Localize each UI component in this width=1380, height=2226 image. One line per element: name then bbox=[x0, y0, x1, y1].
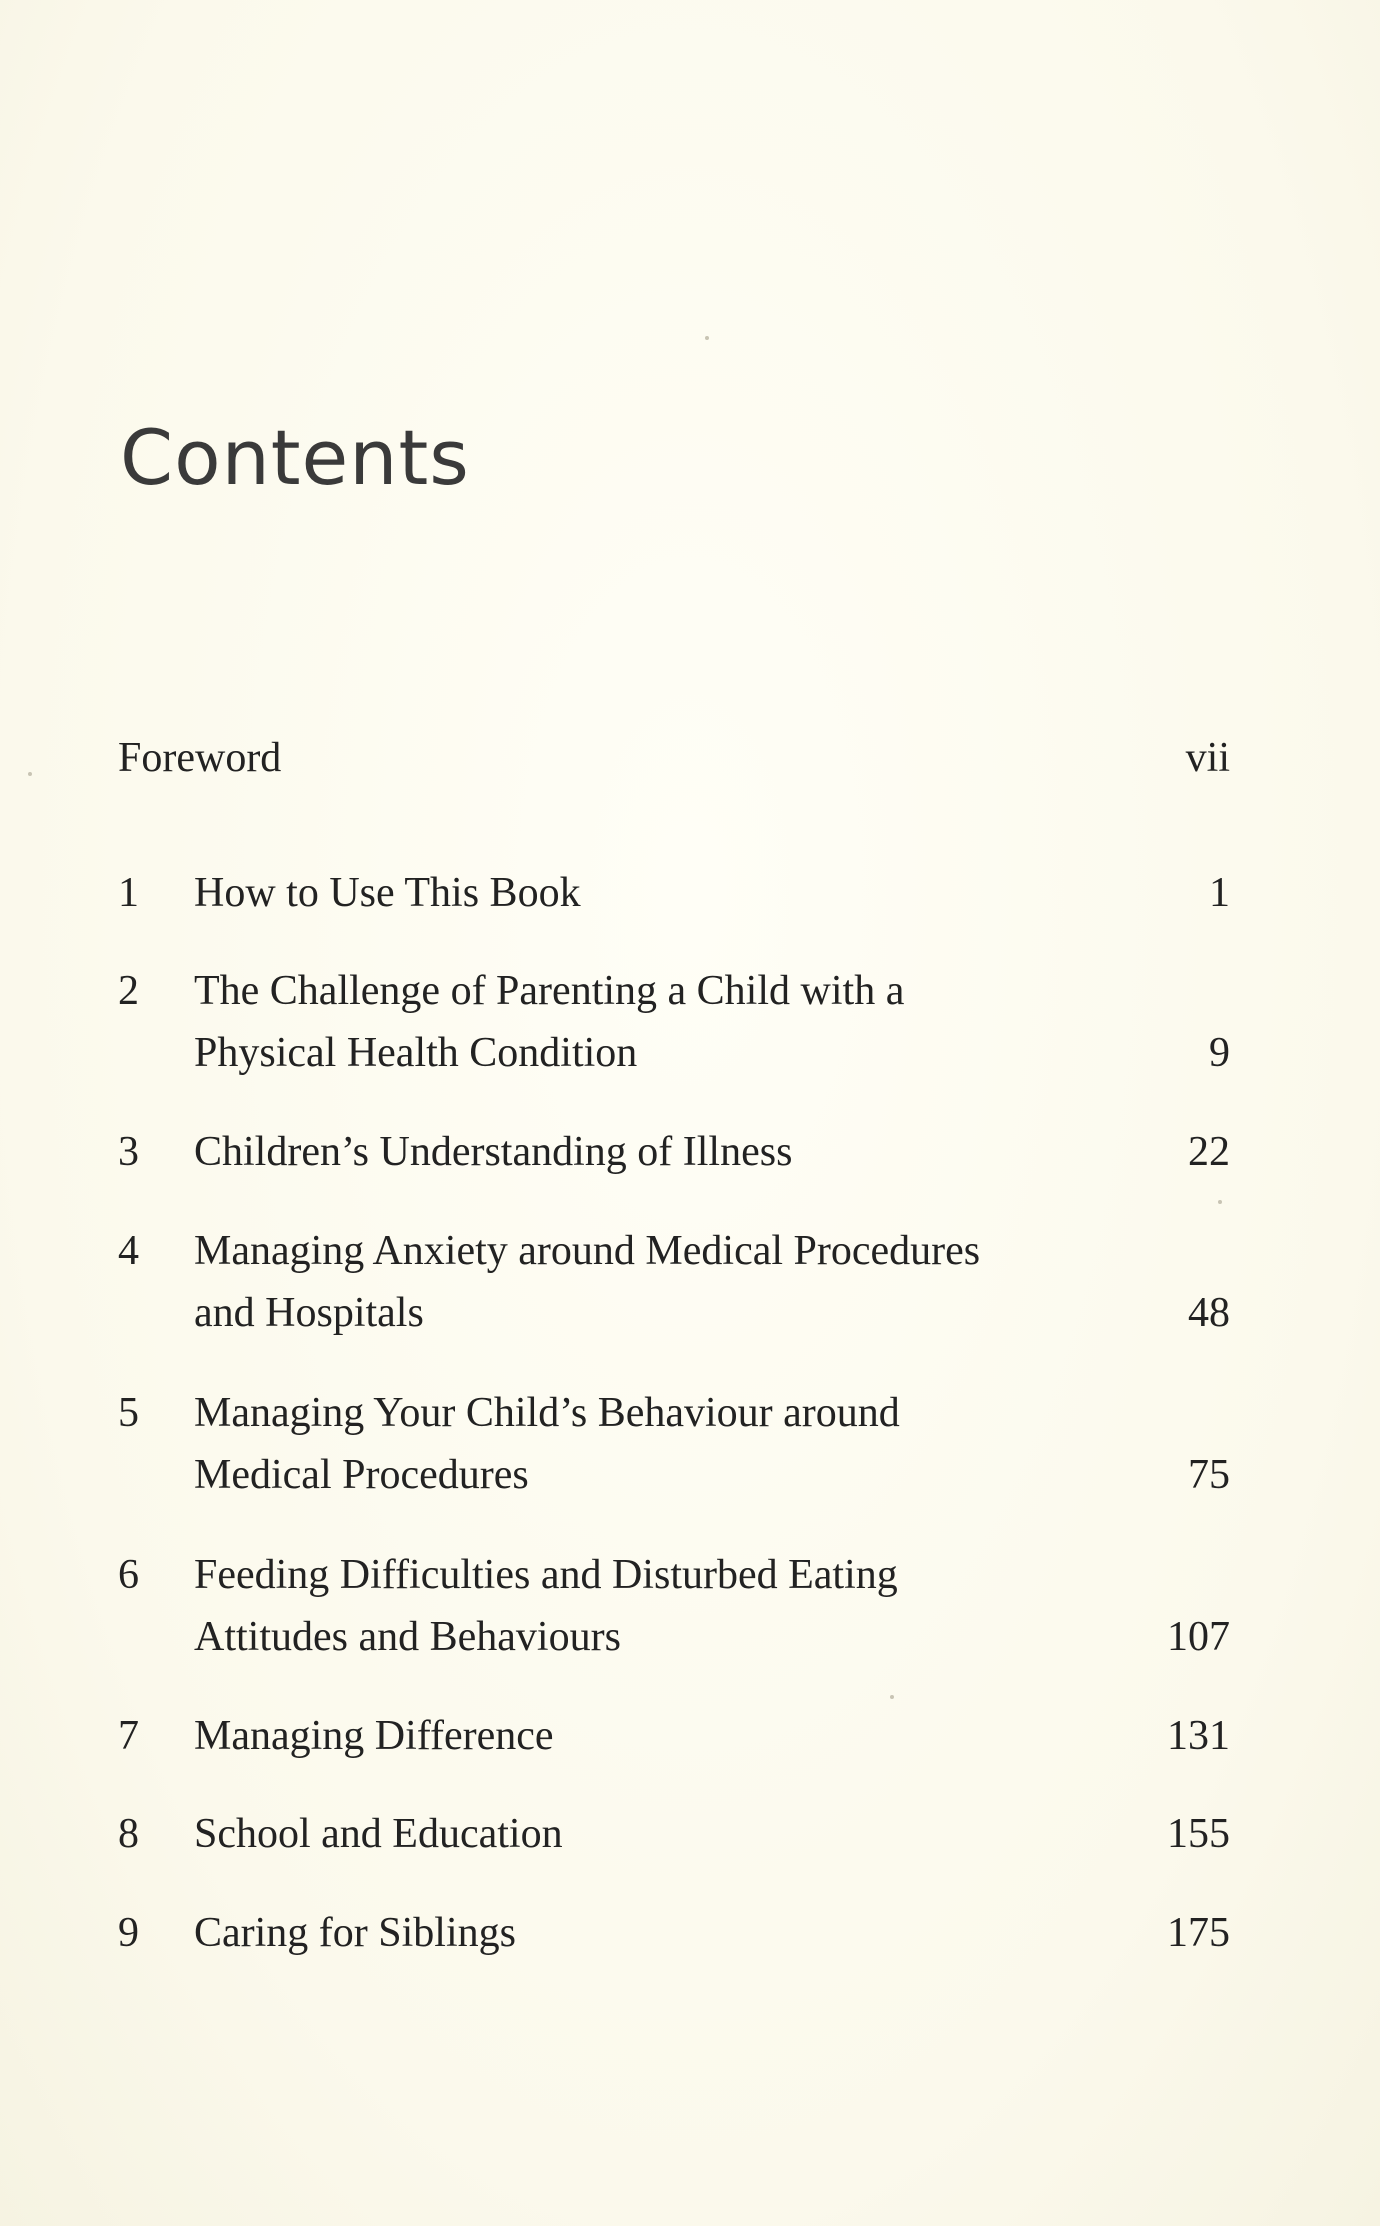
chapter-number: 1 bbox=[118, 870, 139, 916]
chapter-title-line: Medical Procedures bbox=[194, 1452, 529, 1498]
page-title: Contents bbox=[120, 413, 470, 502]
paper-speck bbox=[1218, 1200, 1222, 1204]
chapter-title bbox=[194, 1220, 1144, 1344]
chapter-title bbox=[194, 1121, 1144, 1183]
chapter-title-line: The Challenge of Parenting a Child with a bbox=[194, 968, 905, 1014]
entry-page-number: 1 bbox=[1209, 870, 1230, 916]
chapter-title-line: Managing Difference bbox=[194, 1713, 554, 1759]
chapter-number: 8 bbox=[118, 1811, 139, 1857]
entry-page-number: 22 bbox=[1188, 1129, 1230, 1175]
paper-speck bbox=[705, 336, 709, 340]
paper-speck bbox=[890, 1695, 894, 1699]
entry-page-number: 9 bbox=[1209, 1030, 1230, 1076]
chapter-number: 7 bbox=[118, 1713, 139, 1759]
chapter-title bbox=[194, 1544, 1144, 1668]
entry-page-number: 107 bbox=[1167, 1614, 1230, 1660]
chapter-title bbox=[194, 960, 1144, 1084]
paper-speck bbox=[28, 772, 32, 776]
entry-page-number: 131 bbox=[1167, 1713, 1230, 1759]
entry-page-number: 75 bbox=[1188, 1452, 1230, 1498]
chapter-number: 2 bbox=[118, 968, 139, 1014]
chapter-title-line: Children’s Understanding of Illness bbox=[194, 1129, 793, 1175]
chapter-title-line: Physical Health Condition bbox=[194, 1030, 638, 1076]
chapter-title bbox=[194, 1902, 1144, 1964]
chapter-title-line: Attitudes and Behaviours bbox=[194, 1614, 621, 1660]
chapter-title bbox=[194, 1382, 1144, 1506]
chapter-number: 9 bbox=[118, 1910, 139, 1956]
chapter-title bbox=[194, 1705, 1144, 1767]
chapter-title-line: Managing Your Child’s Behaviour around bbox=[194, 1390, 900, 1436]
chapter-title bbox=[194, 862, 1144, 924]
chapter-number: 4 bbox=[118, 1228, 139, 1274]
chapter-number: 6 bbox=[118, 1552, 139, 1598]
entry-page-number: 48 bbox=[1188, 1290, 1230, 1336]
entry-title: Foreword bbox=[118, 735, 282, 781]
entry-page-number: vii bbox=[1185, 735, 1230, 781]
chapter-title-line: and Hospitals bbox=[194, 1290, 424, 1336]
chapter-title-line: School and Education bbox=[194, 1811, 563, 1857]
chapter-number: 5 bbox=[118, 1390, 139, 1436]
entry-page-number: 155 bbox=[1167, 1811, 1230, 1857]
chapter-title-line: Feeding Difficulties and Disturbed Eating bbox=[194, 1552, 898, 1598]
chapter-title-line: Caring for Siblings bbox=[194, 1910, 516, 1956]
chapter-number: 3 bbox=[118, 1129, 139, 1175]
entry-page-number: 175 bbox=[1167, 1910, 1230, 1956]
chapter-title-line: Managing Anxiety around Medical Procedures bbox=[194, 1228, 981, 1274]
chapter-title-line: How to Use This Book bbox=[194, 870, 581, 916]
chapter-title bbox=[194, 1803, 1144, 1865]
